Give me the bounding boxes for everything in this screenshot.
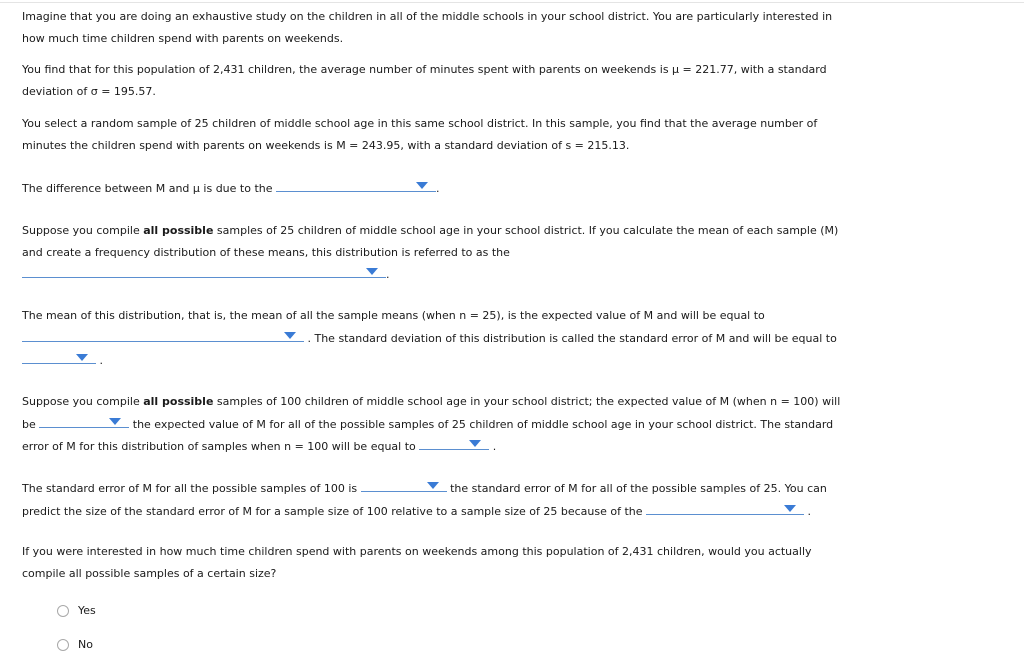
expected-value-question: The mean of this distribution, that is, the mean of all the sample means (when n = 25), is the expected value of M and will be equal to . The standard deviation of this distribution is called the standard error of M and will be equal to . xyxy=(22,309,837,367)
expected-value-dropdown[interactable] xyxy=(22,327,304,342)
sample-paragraph: You select a random sample of 25 children of middle school age in this same school district. In this sample, you find that the average number of minutes the children spend with parents on weekends is M = 243.95, with a standard deviation of s = 215.13. xyxy=(22,117,818,152)
radio-yes[interactable] xyxy=(57,605,69,617)
difference-question: The difference between M and μ is due to the . xyxy=(22,177,440,200)
sampling-distribution-question: Suppose you compile all possible samples of 25 children of middle school age in your school district. If you calculate the mean of each sample (M) and create a frequency distribution of these means, this distribution is referred to as the . xyxy=(22,224,839,281)
dropdown-arrow-icon xyxy=(284,332,296,339)
dropdown-arrow-icon xyxy=(469,440,481,447)
intro-paragraph: Imagine that you are doing an exhaustive study on the children in all of the middle schools in your school district. You are particularly interested in how much time children spend with parents on weekends. xyxy=(22,10,833,45)
final-question: If you were interested in how much time children spend with parents on weekends among this population of 2,431 children, would you actually compile all possible samples of a certain size? xyxy=(22,545,812,580)
standard-error-comparison-question: The standard error of M for all the possible samples of 100 is the standard error of M for all of the possible samples of 25. You can predict the size of the standard error of M for a sample size of 100 relative to a sample size of 25 because of the . xyxy=(22,477,827,522)
option-yes-label: Yes xyxy=(78,604,96,617)
population-paragraph: You find that for this population of 2,431 children, the average number of minutes spent with parents on weekends is μ = 221.77, with a standard deviation of σ = 195.57. xyxy=(22,63,827,98)
n100-standard-error-dropdown[interactable] xyxy=(419,435,489,450)
dropdown-arrow-icon xyxy=(416,182,428,189)
dropdown-arrow-icon xyxy=(784,505,796,512)
top-divider xyxy=(0,2,1024,3)
comparison-dropdown[interactable] xyxy=(39,413,129,428)
n100-question: Suppose you compile all possible samples of 100 children of middle school age in your school district; the expected value of M (when n = 100) will be the expected value of M for all of the possible samples of 25 children of middle school age in your school district. The standard error of M for this distribution of samples when n = 100 will be equal to . xyxy=(22,395,841,453)
option-yes[interactable] xyxy=(57,604,96,617)
reason-dropdown[interactable] xyxy=(646,500,804,515)
se-comparison-dropdown[interactable] xyxy=(361,477,447,492)
standard-error-dropdown[interactable] xyxy=(22,349,96,364)
option-no[interactable] xyxy=(57,638,93,651)
dropdown-arrow-icon xyxy=(427,482,439,489)
dropdown-arrow-icon xyxy=(366,268,378,275)
option-no-label: No xyxy=(78,638,93,651)
difference-dropdown[interactable] xyxy=(276,177,436,192)
radio-no[interactable] xyxy=(57,639,69,651)
dropdown-arrow-icon xyxy=(76,354,88,361)
dropdown-arrow-icon xyxy=(109,418,121,425)
distribution-name-dropdown[interactable] xyxy=(22,263,386,278)
